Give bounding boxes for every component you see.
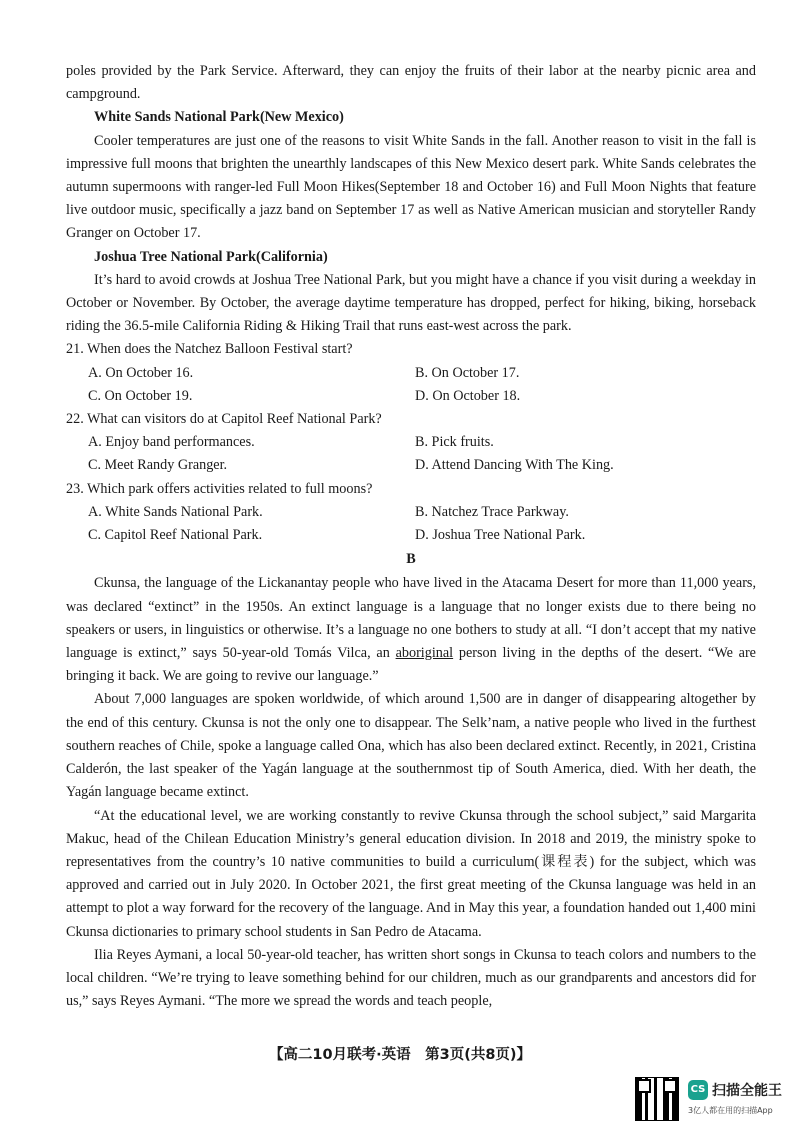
text-run: person living in the depths of the desert. “We are bringing it back. We are going to revive our language.”	[66, 645, 756, 685]
scanner-watermark	[636, 1078, 786, 1122]
answer-option-c: C. Meet Randy Granger.	[88, 457, 228, 474]
passage-paragraph: It’s hard to avoid crowds at Joshua Tree National Park, but you might have a chance if you visit during a weekday in October or November. By October, the average daytime temperature has dropped, perfect for hiking, biking, horseback riding the 36.5-mile California Riding & Hiking Trail that runs east-west across the park.	[66, 271, 756, 335]
answer-option-a: A. Enjoy band performances.	[88, 434, 255, 451]
answer-options	[66, 362, 756, 408]
camscanner-tagline: 3亿人都在用的扫描App	[688, 1106, 773, 1115]
answer-option-d: D. On October 18.	[415, 387, 521, 404]
question-22	[66, 408, 756, 478]
answer-option-a: A. On October 16.	[88, 364, 194, 381]
answer-option-b: B. On October 17.	[415, 364, 520, 381]
passage-paragraph: poles provided by the Park Service. Afterward, they can enjoy the fruits of their labor at the nearby picnic area and campground.	[66, 63, 756, 103]
section-label-b: B	[406, 551, 416, 568]
section-heading-white-sands: White Sands National Park(New Mexico)	[94, 109, 344, 126]
passage-paragraph: Ilia Reyes Aymani, a local 50-year-old teacher, has written short songs in Ckunsa to teach colors and numbers to the local children. “We’re trying to leave something behind for our children, much as our grandparents and ancestors did for us,” says Reyes Aymani. “The more we spread the words and teach people,	[66, 946, 756, 1010]
question-stem: 21. When does the Natchez Balloon Festival start?	[66, 341, 353, 358]
answer-options	[66, 501, 756, 547]
question-21	[66, 338, 756, 408]
answer-option-d: D. Attend Dancing With The King.	[415, 457, 614, 474]
section-heading-joshua-tree: Joshua Tree National Park(California)	[94, 248, 328, 265]
question-23	[66, 478, 756, 548]
answer-option-b: B. Natchez Trace Parkway.	[415, 503, 569, 520]
passage-paragraph: “At the educational level, we are working constantly to revive Ckunsa through the school subject,” said Margarita Makuc, head of the Chilean Education Ministry’s general education division. In 2018 and 2019, the ministry spoke to representatives from the country’s 10 native communities to build a curriculum(课程表) for the subject, which was approved and carried out in July 2020. In October 2021, the first great meeting of the Ckunsa language was held in an attempt to plot a way forward for the recovery of the language. And in May this year, a foundation handed out 1,400 mini Ckunsa dictionaries to primary school students in San Pedro de Atacama.	[66, 807, 756, 940]
camscanner-name: 扫描全能王	[712, 1083, 782, 1099]
question-stem: 23. Which park offers activities related to full moons?	[66, 480, 373, 497]
answer-option-c: C. Capitol Reef National Park.	[88, 527, 263, 544]
answer-option-b: B. Pick fruits.	[415, 434, 494, 451]
answer-option-c: C. On October 19.	[88, 387, 193, 404]
document-page	[66, 60, 756, 1013]
passage-paragraph	[66, 572, 756, 688]
passage-paragraph: Cooler temperatures are just one of the reasons to visit White Sands in the fall. Another reason to visit in the fall is impressive full moons that brighten the unearthly landscapes of this New Mexico desert park. White Sands celebrates the autumn supermoons with ranger-led Full Moon Hikes(September 18 and October 16) and Full Moon Nights that feature live outdoor music, specifically a jazz band on September 17 as well as Native American musician and storyteller Randy Granger on October 17.	[66, 132, 756, 242]
question-stem: 22. What can visitors do at Capitol Reef National Park?	[66, 411, 382, 428]
page-footer: 【高二10月联考·英语 第3页(共8页)】	[268, 1047, 532, 1063]
answer-options	[66, 431, 756, 477]
answer-option-d: D. Joshua Tree National Park.	[415, 527, 586, 544]
camscanner-logo-icon: CS	[688, 1080, 708, 1100]
underlined-word: aboriginal	[395, 645, 454, 662]
answer-option-a: A. White Sands National Park.	[88, 503, 263, 520]
qr-code-icon	[636, 1078, 678, 1120]
passage-paragraph: About 7,000 languages are spoken worldwide, of which around 1,500 are in danger of disappearing altogether by the end of this century. Ckunsa is not the only one to disappear. The Selk’nam, a native people who lived in the furthest southern reaches of Chile, spoke a language called Ona, which has also been declared extinct. Recently, in 2021, Cristina Calderón, the last speaker of the Yagán language at the southernmost tip of South America, died. With her death, the Yagán language became extinct.	[66, 691, 756, 801]
text-run: Ckunsa, the language of the Lickanantay people who have lived in the Atacama Desert for more than 11,000 years, was declared “extinct” in the 1950s. An extinct language is a language that no longer exists due to there being no speakers or users, in linguistics or otherwise. It’s a language no one bothers to study at all. “I don’t accept that my native language is extinct,” says 50-year-old Tomás Vilca, an	[66, 575, 756, 662]
